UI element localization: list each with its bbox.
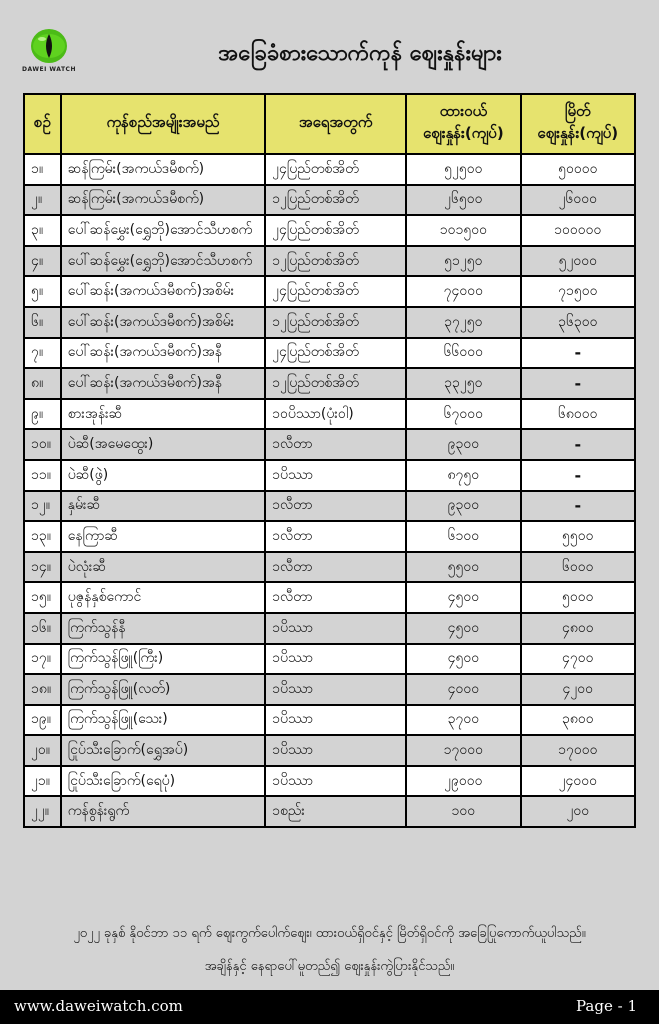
row-number: ၁။ [24, 154, 61, 185]
myeik-price: ၅၀၀၀၀ [521, 154, 635, 185]
dawei-price: ၄၀၀၀ [406, 674, 520, 705]
item-unit: ၁လီတာ [265, 429, 406, 460]
myeik-price: ၃၈၀၀ [521, 705, 635, 736]
item-name: ဆန်ကြမ်း(အကယ်ဒမီစက်) [61, 154, 265, 185]
green-eye-icon [30, 28, 68, 64]
dawei-price: ၃၇၂၅၀ [406, 307, 520, 338]
item-name: နှမ်းဆီ [61, 491, 265, 522]
item-unit: ၁ပိဿာ [265, 613, 406, 644]
table-row [24, 338, 635, 369]
myeik-price: - [521, 368, 635, 399]
item-name: ပဲဆီ(အမေထွေး) [61, 429, 265, 460]
logo-text: DAWEI WATCH [22, 66, 76, 73]
item-unit: ၁လီတာ [265, 552, 406, 583]
item-name: ပေါ်ဆန်မွှေး(ရွှေဘို)အောင်သီဟစက် [61, 215, 265, 246]
row-number: ၂၂။ [24, 796, 61, 827]
myeik-price: - [521, 491, 635, 522]
myeik-price: - [521, 460, 635, 491]
footer-page-number: Page - 1 [576, 997, 637, 1015]
item-name: ဆန်ကြမ်း(အကယ်ဒမီစက်) [61, 185, 265, 216]
myeik-price: ၂၆၀၀၀ [521, 185, 635, 216]
row-number: ၁၉။ [24, 705, 61, 736]
myeik-price: ၅၅၀၀ [521, 521, 635, 552]
row-number: ၁၇။ [24, 644, 61, 675]
row-number: ၁၅။ [24, 582, 61, 613]
note-source: ၂၀၂၂ ခုနှစ် နိုဝင်ဘာ ၁၁ ရက် ဈေးကွက်ပေါက်ဈေး၊ ထားဝယ်ရှိ၀င်နှင့် မြိတ်ရှိ၀င်ကို အခြေပြုကောက်ယူပါသည်။ [73, 926, 586, 941]
myeik-price: ၇၁၅၀၀ [521, 276, 635, 307]
item-unit: ၂၄ပြည်တစ်အိတ် [265, 338, 406, 369]
item-name: ပုဇွန်နှစ်ကောင် [61, 582, 265, 613]
item-unit: ၁ပိဿာ [265, 644, 406, 675]
item-name: ပေါ်ဆန်း(အကယ်ဒမီစက်)အစိမ်း [61, 276, 265, 307]
table-row [24, 154, 635, 185]
dawei-price: ၇၄၀၀၀ [406, 276, 520, 307]
item-unit: ၁ပိဿာ [265, 766, 406, 797]
myeik-price: ၁၀၀၀၀၀ [521, 215, 635, 246]
item-name: စားအုန်းဆီ [61, 399, 265, 430]
header-no: စဉ် [24, 94, 61, 154]
myeik-price: ၃၆၃၀၀ [521, 307, 635, 338]
dawei-price: ၁၀၀ [406, 796, 520, 827]
myeik-price: ၄၂၀၀ [521, 674, 635, 705]
row-number: ၃။ [24, 215, 61, 246]
row-number: ၂၁။ [24, 766, 61, 797]
item-name: ငြုပ်သီးခြောက်(ရွှေအပ်) [61, 735, 265, 766]
footer-website[interactable]: www.daweiwatch.com [14, 997, 183, 1015]
item-unit: ၂၄ပြည်တစ်အိတ် [265, 215, 406, 246]
item-name: ပဲလုံးဆီ [61, 552, 265, 583]
item-name: ကြက်သွန်ဖြူ(သေး) [61, 705, 265, 736]
table-row [24, 246, 635, 277]
dawei-price: ၆၁၀၀ [406, 521, 520, 552]
dawei-price: ၅၁၂၅၀ [406, 246, 520, 277]
item-unit: ၁လီတာ [265, 491, 406, 522]
item-name: ကြက်သွန်ဖြူ(ကြီး) [61, 644, 265, 675]
header-myeik-price [521, 94, 635, 154]
header-myeik-line1: မြိတ် [564, 102, 591, 120]
header-dawei-line1: ထားဝယ် [439, 102, 488, 120]
row-number: ၅။ [24, 276, 61, 307]
item-name: ကြက်သွန်ဖြူ(လတ်) [61, 674, 265, 705]
myeik-price: ၄၈၀၀ [521, 613, 635, 644]
item-unit: ၁စည်း [265, 796, 406, 827]
item-name: နေကြာဆီ [61, 521, 265, 552]
table-header-row [24, 94, 635, 154]
dawei-price: ၃၇၀၀ [406, 705, 520, 736]
dawei-price: ၅၂၅၀၀ [406, 154, 520, 185]
row-number: ၁၃။ [24, 521, 61, 552]
table-row [24, 307, 635, 338]
item-name: ကြက်သွန်နီ [61, 613, 265, 644]
footer-bar [0, 990, 659, 1024]
myeik-price: ၁၇၀၀၀ [521, 735, 635, 766]
item-unit: ၁၀ပိဿာ(ပုံး၀ါ) [265, 399, 406, 430]
table-row [24, 674, 635, 705]
table-body [24, 154, 635, 827]
row-number: ၁၄။ [24, 552, 61, 583]
myeik-price: ၂၀၀ [521, 796, 635, 827]
row-number: ၁၁။ [24, 460, 61, 491]
item-unit: ၁လီတာ [265, 582, 406, 613]
table-row [24, 276, 635, 307]
header-dawei-price [406, 94, 520, 154]
header-dawei-line2: ဈေးနှုန်း(ကျပ်) [422, 124, 504, 142]
item-unit: ၁၂ပြည်တစ်အိတ် [265, 307, 406, 338]
row-number: ၇။ [24, 338, 61, 369]
item-unit: ၁ပိဿာ [265, 674, 406, 705]
table-row [24, 613, 635, 644]
table-row [24, 582, 635, 613]
table-row [24, 460, 635, 491]
row-number: ၄။ [24, 246, 61, 277]
note-disclaimer: အချိန်နှင့် နေရာပေါ်မူတည်၍ ဈေးနှုန်းကွဲပြားနိုင်သည်။ [204, 959, 455, 974]
row-number: ၁၀။ [24, 429, 61, 460]
dawei-price: ၄၅၀၀ [406, 613, 520, 644]
table-row [24, 552, 635, 583]
header-name: ကုန်စည်အမျိုးအမည် [61, 94, 265, 154]
table-row [24, 521, 635, 552]
dawei-price: ၂၉၀၀၀ [406, 766, 520, 797]
table-row [24, 644, 635, 675]
item-unit: ၁၂ပြည်တစ်အိတ် [265, 368, 406, 399]
item-unit: ၂၄ပြည်တစ်အိတ် [265, 276, 406, 307]
row-number: ၁၆။ [24, 613, 61, 644]
item-name: ငြုပ်သီးခြောက်(ရေပုံ) [61, 766, 265, 797]
dawei-price: ၅၅၀၀ [406, 552, 520, 583]
item-name: ပေါ်ဆန်မွှေး(ရွှေဘို)အောင်သီဟစက် [61, 246, 265, 277]
row-number: ၈။ [24, 368, 61, 399]
myeik-price: ၆၀၀၀ [521, 552, 635, 583]
table-row [24, 705, 635, 736]
table-row [24, 429, 635, 460]
table-row [24, 185, 635, 216]
dawei-watch-logo [20, 28, 78, 78]
myeik-price: ၆၈၀၀၀ [521, 399, 635, 430]
item-name: ကန်စွန်းရွက် [61, 796, 265, 827]
table-row [24, 491, 635, 522]
price-table [23, 93, 636, 828]
table-row [24, 399, 635, 430]
header-unit: အရေအတွက် [265, 94, 406, 154]
dawei-price: ၈၇၅၀ [406, 460, 520, 491]
myeik-price: ၂၄၀၀၀ [521, 766, 635, 797]
myeik-price: - [521, 338, 635, 369]
myeik-price: ၅၀၀၀ [521, 582, 635, 613]
item-name: ပဲဆီ(ဖွဲ) [61, 460, 265, 491]
table-row [24, 796, 635, 827]
item-name: ပေါ်ဆန်း(အကယ်ဒမီစက်)အနီ [61, 338, 265, 369]
table-row [24, 735, 635, 766]
row-number: ၉။ [24, 399, 61, 430]
dawei-price: ၁၀၁၅၀၀ [406, 215, 520, 246]
myeik-price: ၄၇၀၀ [521, 644, 635, 675]
item-unit: ၁ပိဿာ [265, 735, 406, 766]
row-number: ၆။ [24, 307, 61, 338]
row-number: ၁၈။ [24, 674, 61, 705]
dawei-price: ၉၃၀၀ [406, 429, 520, 460]
item-unit: ၁၂ပြည်တစ်အိတ် [265, 185, 406, 216]
item-name: ပေါ်ဆန်း(အကယ်ဒမီစက်)အစိမ်း [61, 307, 265, 338]
dawei-price: ၄၅၀၀ [406, 644, 520, 675]
dawei-price: ၉၃၀၀ [406, 491, 520, 522]
dawei-price: ၆၇၀၀၀ [406, 399, 520, 430]
item-name: ပေါ်ဆန်း(အကယ်ဒမီစက်)အနီ [61, 368, 265, 399]
table-row [24, 766, 635, 797]
page-title: အခြေခံစားသောက်ကုန် ဈေးနှုန်းများ [218, 41, 502, 66]
myeik-price: - [521, 429, 635, 460]
row-number: ၂။ [24, 185, 61, 216]
row-number: ၂၀။ [24, 735, 61, 766]
item-unit: ၁လီတာ [265, 521, 406, 552]
dawei-price: ၄၅၀၀ [406, 582, 520, 613]
table-row [24, 215, 635, 246]
item-unit: ၂၄ပြည်တစ်အိတ် [265, 154, 406, 185]
myeik-price: ၅၂၀၀၀ [521, 246, 635, 277]
dawei-price: ၃၃၂၅၀ [406, 368, 520, 399]
dawei-price: ၂၆၅၀၀ [406, 185, 520, 216]
item-unit: ၁ပိဿာ [265, 705, 406, 736]
item-unit: ၁ပိဿာ [265, 460, 406, 491]
dawei-price: ၁၇၀၀၀ [406, 735, 520, 766]
item-unit: ၁၂ပြည်တစ်အိတ် [265, 246, 406, 277]
row-number: ၁၂။ [24, 491, 61, 522]
table-row [24, 368, 635, 399]
header-myeik-line2: ဈေးနှုန်း(ကျပ်) [537, 124, 619, 142]
dawei-price: ၆၆၀၀၀ [406, 338, 520, 369]
